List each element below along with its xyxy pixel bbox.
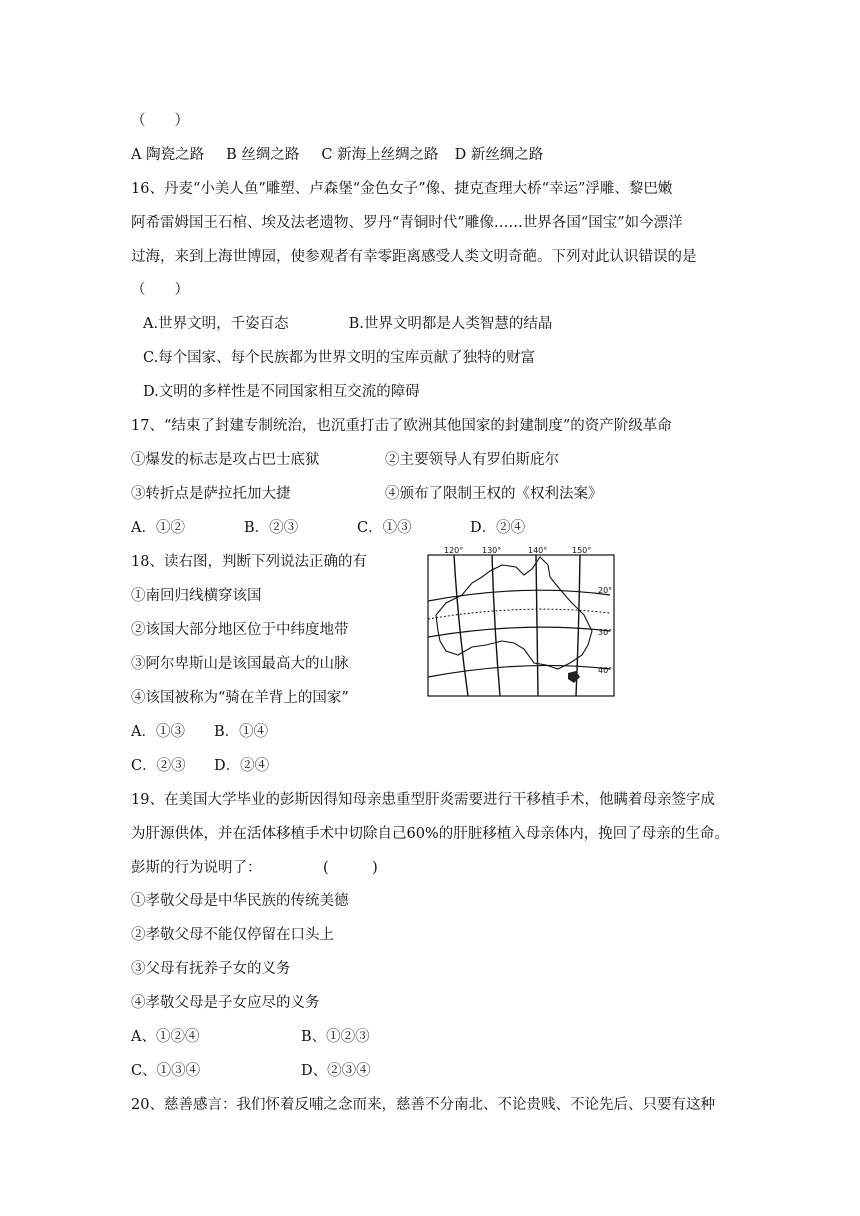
q15-options	[131, 145, 543, 165]
q19-option-c: C、①③④	[131, 1063, 201, 1079]
q18-option-d: D．②④	[214, 758, 270, 774]
q16-option-a: A.世界文明，千姿百态	[143, 316, 289, 332]
q15-option-d: D 新丝绸之路	[454, 147, 544, 163]
q18-option-a: A．①③	[131, 724, 185, 740]
q19-options-cd	[131, 1061, 371, 1081]
q18-item-4: ④该国被称为“骑在羊背上的国家”	[131, 690, 349, 706]
q19-stem-line-2: 为肝源供体，并在活体移植手术中切除自己60%的肝脏移植入母亲体内，挽回了母亲的生命。	[131, 826, 729, 842]
lon-label-140: 140°	[528, 546, 548, 555]
q19-option-d: D、②③④	[301, 1063, 371, 1079]
q15-answer-paren: （ ）	[131, 113, 189, 129]
q19-stem-line-3	[131, 858, 378, 878]
lon-label-150: 150°	[572, 546, 592, 555]
q20-stem: 20、慈善感言：我们怀着反哺之念而来，慈善不分南北、不论贵贱、不论先后、只要有这种	[131, 1097, 715, 1113]
q18-options-cd	[131, 756, 269, 776]
q19-stem-line-1: 19、在美国大学毕业的彭斯因得知母亲患重型肝炎需要进行干移植手术，他瞒着母亲签字成	[131, 792, 715, 808]
q17-items-12	[131, 450, 559, 470]
q17-option-b: B．②③	[244, 520, 299, 536]
q16-option-b: B.世界文明都是人类智慧的结晶	[348, 316, 553, 332]
q15-option-a: A 陶瓷之路	[131, 147, 205, 163]
q19-item-1: ①孝敬父母是中华民族的传统美德	[131, 893, 349, 909]
q16-option-d: D.文明的多样性是不同国家相互交流的障碍	[143, 384, 420, 400]
q17-item-2: ②主要领导人有罗伯斯庇尔	[385, 452, 559, 468]
q17-option-a: A．①②	[131, 520, 185, 536]
q18-options-ab	[131, 722, 268, 742]
australia-map-svg	[424, 545, 620, 700]
q16-stem-line-2: 阿希雷姆国王石棺、埃及法老遗物、罗丹“青铜时代”雕像……世界各国“国宝”如今漂洋	[131, 215, 683, 231]
q19-item-4: ④孝敬父母是子女应尽的义务	[131, 995, 320, 1011]
lat-label-20: 20°	[598, 586, 613, 595]
q19-item-2: ②孝敬父母不能仅停留在口头上	[131, 927, 334, 943]
q18-option-b: B．①④	[214, 724, 269, 740]
lat-label-40: 40°	[598, 666, 613, 675]
q19-options-ab	[131, 1027, 370, 1047]
q17-option-c: C．①③	[357, 520, 412, 536]
q16-options-ab	[143, 314, 552, 334]
q18-option-c: C．②③	[131, 758, 186, 774]
lon-label-120: 120°	[444, 546, 464, 555]
q15-option-c: C 新海上丝绸之路	[321, 147, 439, 163]
q16-option-c: C.每个国家、每个民族都为世界文明的宝库贡献了独特的财富	[143, 350, 536, 366]
q17-stem: 17、“结束了封建专制统治，也沉重打击了欧洲其他国家的封建制度”的资产阶级革命	[131, 418, 672, 434]
q17-item-4: ④颁布了限制王权的《权利法案》	[385, 486, 603, 502]
q15-option-b: B 丝绸之路	[226, 147, 300, 163]
q18-item-3: ③阿尔卑斯山是该国最高大的山脉	[131, 656, 349, 672]
q16-stem-line-3: 过海，来到上海世博园，使参观者有幸零距离感受人类文明奇葩。下列对此认识错误的是	[131, 249, 697, 265]
q18-item-1: ①南回归线横穿该国	[131, 588, 262, 604]
q18-stem: 18、读右图，判断下列说法正确的有	[131, 554, 367, 570]
q19-item-3: ③父母有抚养子女的义务	[131, 961, 291, 977]
q19-answer-paren: ( )	[323, 860, 378, 876]
q19-option-b: B、①②③	[301, 1029, 370, 1045]
lon-label-130: 130°	[482, 546, 502, 555]
q19-stem-end: 彭斯的行为说明了：	[131, 860, 262, 876]
lat-label-30: 30°	[598, 628, 613, 637]
q16-answer-paren: （ ）	[131, 282, 189, 298]
q19-option-a: A、①②④	[131, 1029, 200, 1045]
q18-item-2: ②该国大部分地区位于中纬度地带	[131, 622, 349, 638]
q17-items-34	[131, 484, 603, 504]
australia-map	[424, 545, 620, 700]
q17-item-3: ③转折点是萨拉托加大捷	[131, 486, 291, 502]
q17-option-d: D．②④	[470, 520, 526, 536]
q16-stem-line-1: 16、丹麦“小美人鱼”雕塑、卢森堡“金色女子”像、捷克查理大桥“幸运”浮雕、黎巴嫩	[131, 181, 673, 197]
q17-options	[131, 518, 525, 538]
q17-item-1: ①爆发的标志是攻占巴士底狱	[131, 452, 320, 468]
